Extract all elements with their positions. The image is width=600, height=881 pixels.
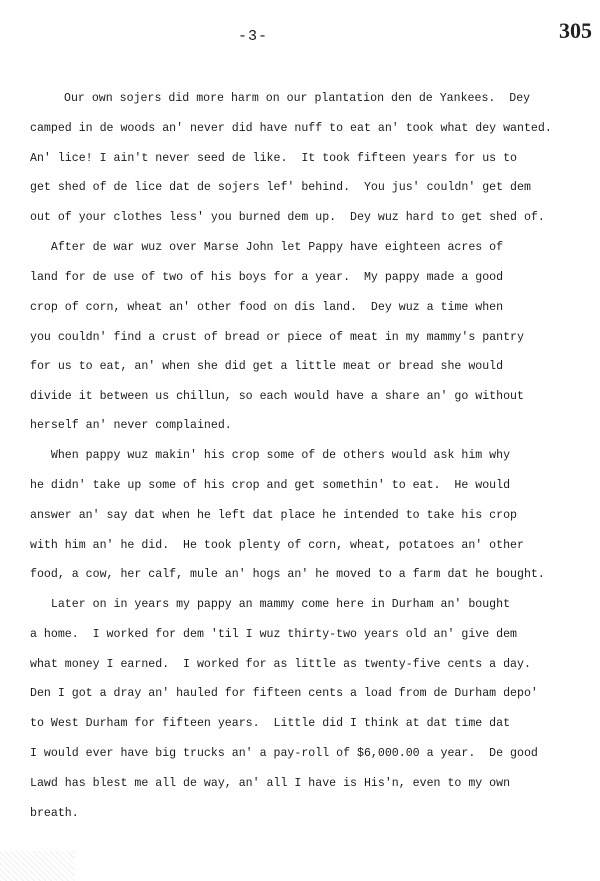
page-marker: -3-	[238, 28, 269, 45]
text-line: camped in de woods an' never did have nuff to eat an' took what dey wanted.	[30, 122, 552, 135]
text-line: Lawd has blest me all de way, an' all I have is His'n, even to my own	[30, 777, 511, 790]
text-line: you couldn' find a crust of bread or piece of meat in my mammy's pantry	[30, 331, 524, 344]
text-line: I would ever have big trucks an' a pay-roll of $6,000.00 a year. De good	[30, 747, 538, 760]
text-line: with him an' he did. He took plenty of corn, wheat, potatoes an' other	[30, 539, 524, 552]
text-line: After de war wuz over Marse John let Pappy have eighteen acres of	[30, 241, 504, 254]
text-line: land for de use of two of his boys for a year. My pappy made a good	[30, 271, 504, 284]
text-line: When pappy wuz makin' his crop some of de others would ask him why	[30, 449, 511, 462]
text-line: crop of corn, wheat an' other food on dis land. Dey wuz a time when	[30, 301, 504, 314]
text-line: food, a cow, her calf, mule an' hogs an' he moved to a farm dat he bought.	[30, 568, 545, 581]
text-line: divide it between us chillun, so each would have a share an' go without	[30, 390, 524, 403]
page-number: 305	[559, 18, 592, 43]
text-line: for us to eat, an' when she did get a little meat or bread she would	[30, 360, 504, 373]
text-line: what money I earned. I worked for as little as twenty-five cents a day.	[30, 658, 531, 671]
text-line: a home. I worked for dem 'til I wuz thirty-two years old an' give dem	[30, 628, 518, 641]
text-line: An' lice! I ain't never seed de like. It took fifteen years for us to	[30, 152, 518, 165]
text-line: out of your clothes less' you burned dem up. Dey wuz hard to get shed of.	[30, 211, 545, 224]
text-line: answer an' say dat when he left dat place he intended to take his crop	[30, 509, 518, 522]
text-line: breath.	[30, 807, 79, 820]
text-line: get shed of de lice dat de sojers lef' behind. You jus' couldn' get dem	[30, 181, 531, 194]
text-line: Our own sojers did more harm on our plantation den de Yankees. Dey	[64, 92, 531, 105]
text-line: to West Durham for fifteen years. Little did I think at dat time dat	[30, 717, 511, 730]
scan-speckle	[0, 851, 75, 881]
text-line: he didn' take up some of his crop and get somethin' to eat. He would	[30, 479, 511, 492]
text-line: Later on in years my pappy an mammy come here in Durham an' bought	[30, 598, 511, 611]
text-line: Den I got a dray an' hauled for fifteen cents a load from de Durham depo'	[30, 687, 538, 700]
text-line: herself an' never complained.	[30, 419, 232, 432]
